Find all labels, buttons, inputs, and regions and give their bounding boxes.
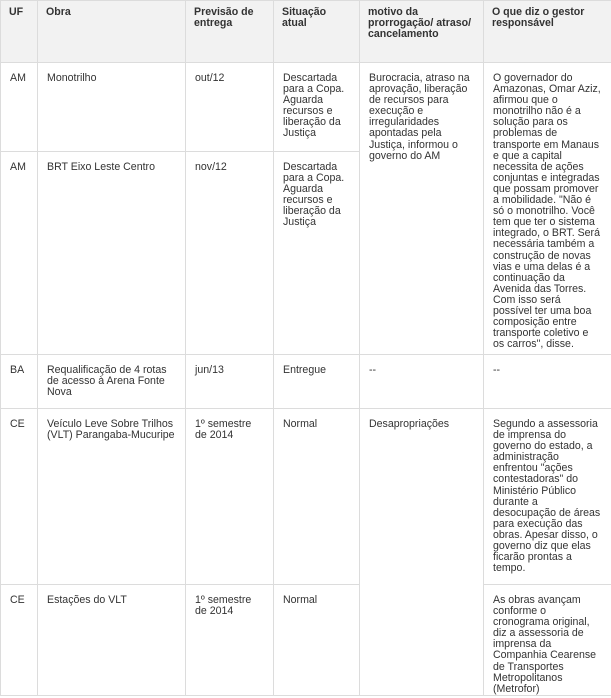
header-obra: Obra [38, 1, 186, 63]
cell-gestor: O governador do Amazonas, Omar Aziz, afirmou que o monotrilho não é a solução para os problemas de transporte em Manaus e que a capital necessita de ações conjuntas e integradas que possam promover a mobilidade. "Não é só o monotrilho. Você tem que ter o sistema integrado, o BRT. Será necessária também a construção de novas vias e uma delas é a continuação da Avenida das Torres. Com isso será possível ter uma boa composição entre transporte coletivo e os carros", disse. [484, 63, 611, 355]
cell-motivo: Burocracia, atraso na aprovação, liberação de recursos para execução e irregularidades apontadas pela Justiça, informou o governo do AM [360, 63, 484, 355]
cell-uf: AM [1, 63, 38, 152]
header-previsao: Previsão de entrega [186, 1, 274, 63]
table-header-row [1, 1, 611, 63]
table-row [1, 355, 611, 409]
table-row [1, 63, 611, 152]
cell-gestor: Segundo a assessoria de imprensa do governo do estado, a administração enfrentou "ações contestadoras" do Ministério Público durante a desocupação de áreas para execução das obras. Apesar disso, o governo diz que elas ficarão prontas a tempo. [484, 409, 611, 585]
cell-obra: Monotrilho [38, 63, 186, 152]
cell-obra: Requalificação de 4 rotas de acesso à Arena Fonte Nova [38, 355, 186, 409]
cell-motivo: Desapropriações [360, 409, 484, 696]
table-row [1, 409, 611, 585]
cell-uf: CE [1, 585, 38, 696]
cell-previsao: out/12 [186, 63, 274, 152]
cell-obra: BRT Eixo Leste Centro [38, 152, 186, 355]
cell-situacao: Descartada para a Copa. Aguarda recursos e liberação da Justiça [274, 63, 360, 152]
cell-situacao: Descartada para a Copa. Aguarda recursos e liberação da Justiça [274, 152, 360, 355]
cell-obra: Veículo Leve Sobre Trilhos (VLT) Parangaba-Mucuripe [38, 409, 186, 585]
header-situacao: Situação atual [274, 1, 360, 63]
cell-previsao: 1º semestre de 2014 [186, 409, 274, 585]
cell-previsao: nov/12 [186, 152, 274, 355]
cell-situacao: Normal [274, 585, 360, 696]
cell-situacao: Normal [274, 409, 360, 585]
cell-gestor: As obras avançam conforme o cronograma original, diz a assessoria de imprensa da Companhia Cearense de Transportes Metropolitanos (Metrofor) [484, 585, 611, 696]
cell-motivo: -- [360, 355, 484, 409]
cell-uf: CE [1, 409, 38, 585]
cell-obra: Estações do VLT [38, 585, 186, 696]
header-motivo: motivo da prorrogação/ atraso/ cancelamento [360, 1, 484, 63]
cell-uf: AM [1, 152, 38, 355]
table-row [1, 585, 611, 696]
header-uf: UF [1, 1, 38, 63]
cell-gestor: -- [484, 355, 611, 409]
cell-uf: BA [1, 355, 38, 409]
cell-previsao: jun/13 [186, 355, 274, 409]
header-gestor: O que diz o gestor responsável [484, 1, 611, 63]
cell-previsao: 1º semestre de 2014 [186, 585, 274, 696]
cell-situacao: Entregue [274, 355, 360, 409]
